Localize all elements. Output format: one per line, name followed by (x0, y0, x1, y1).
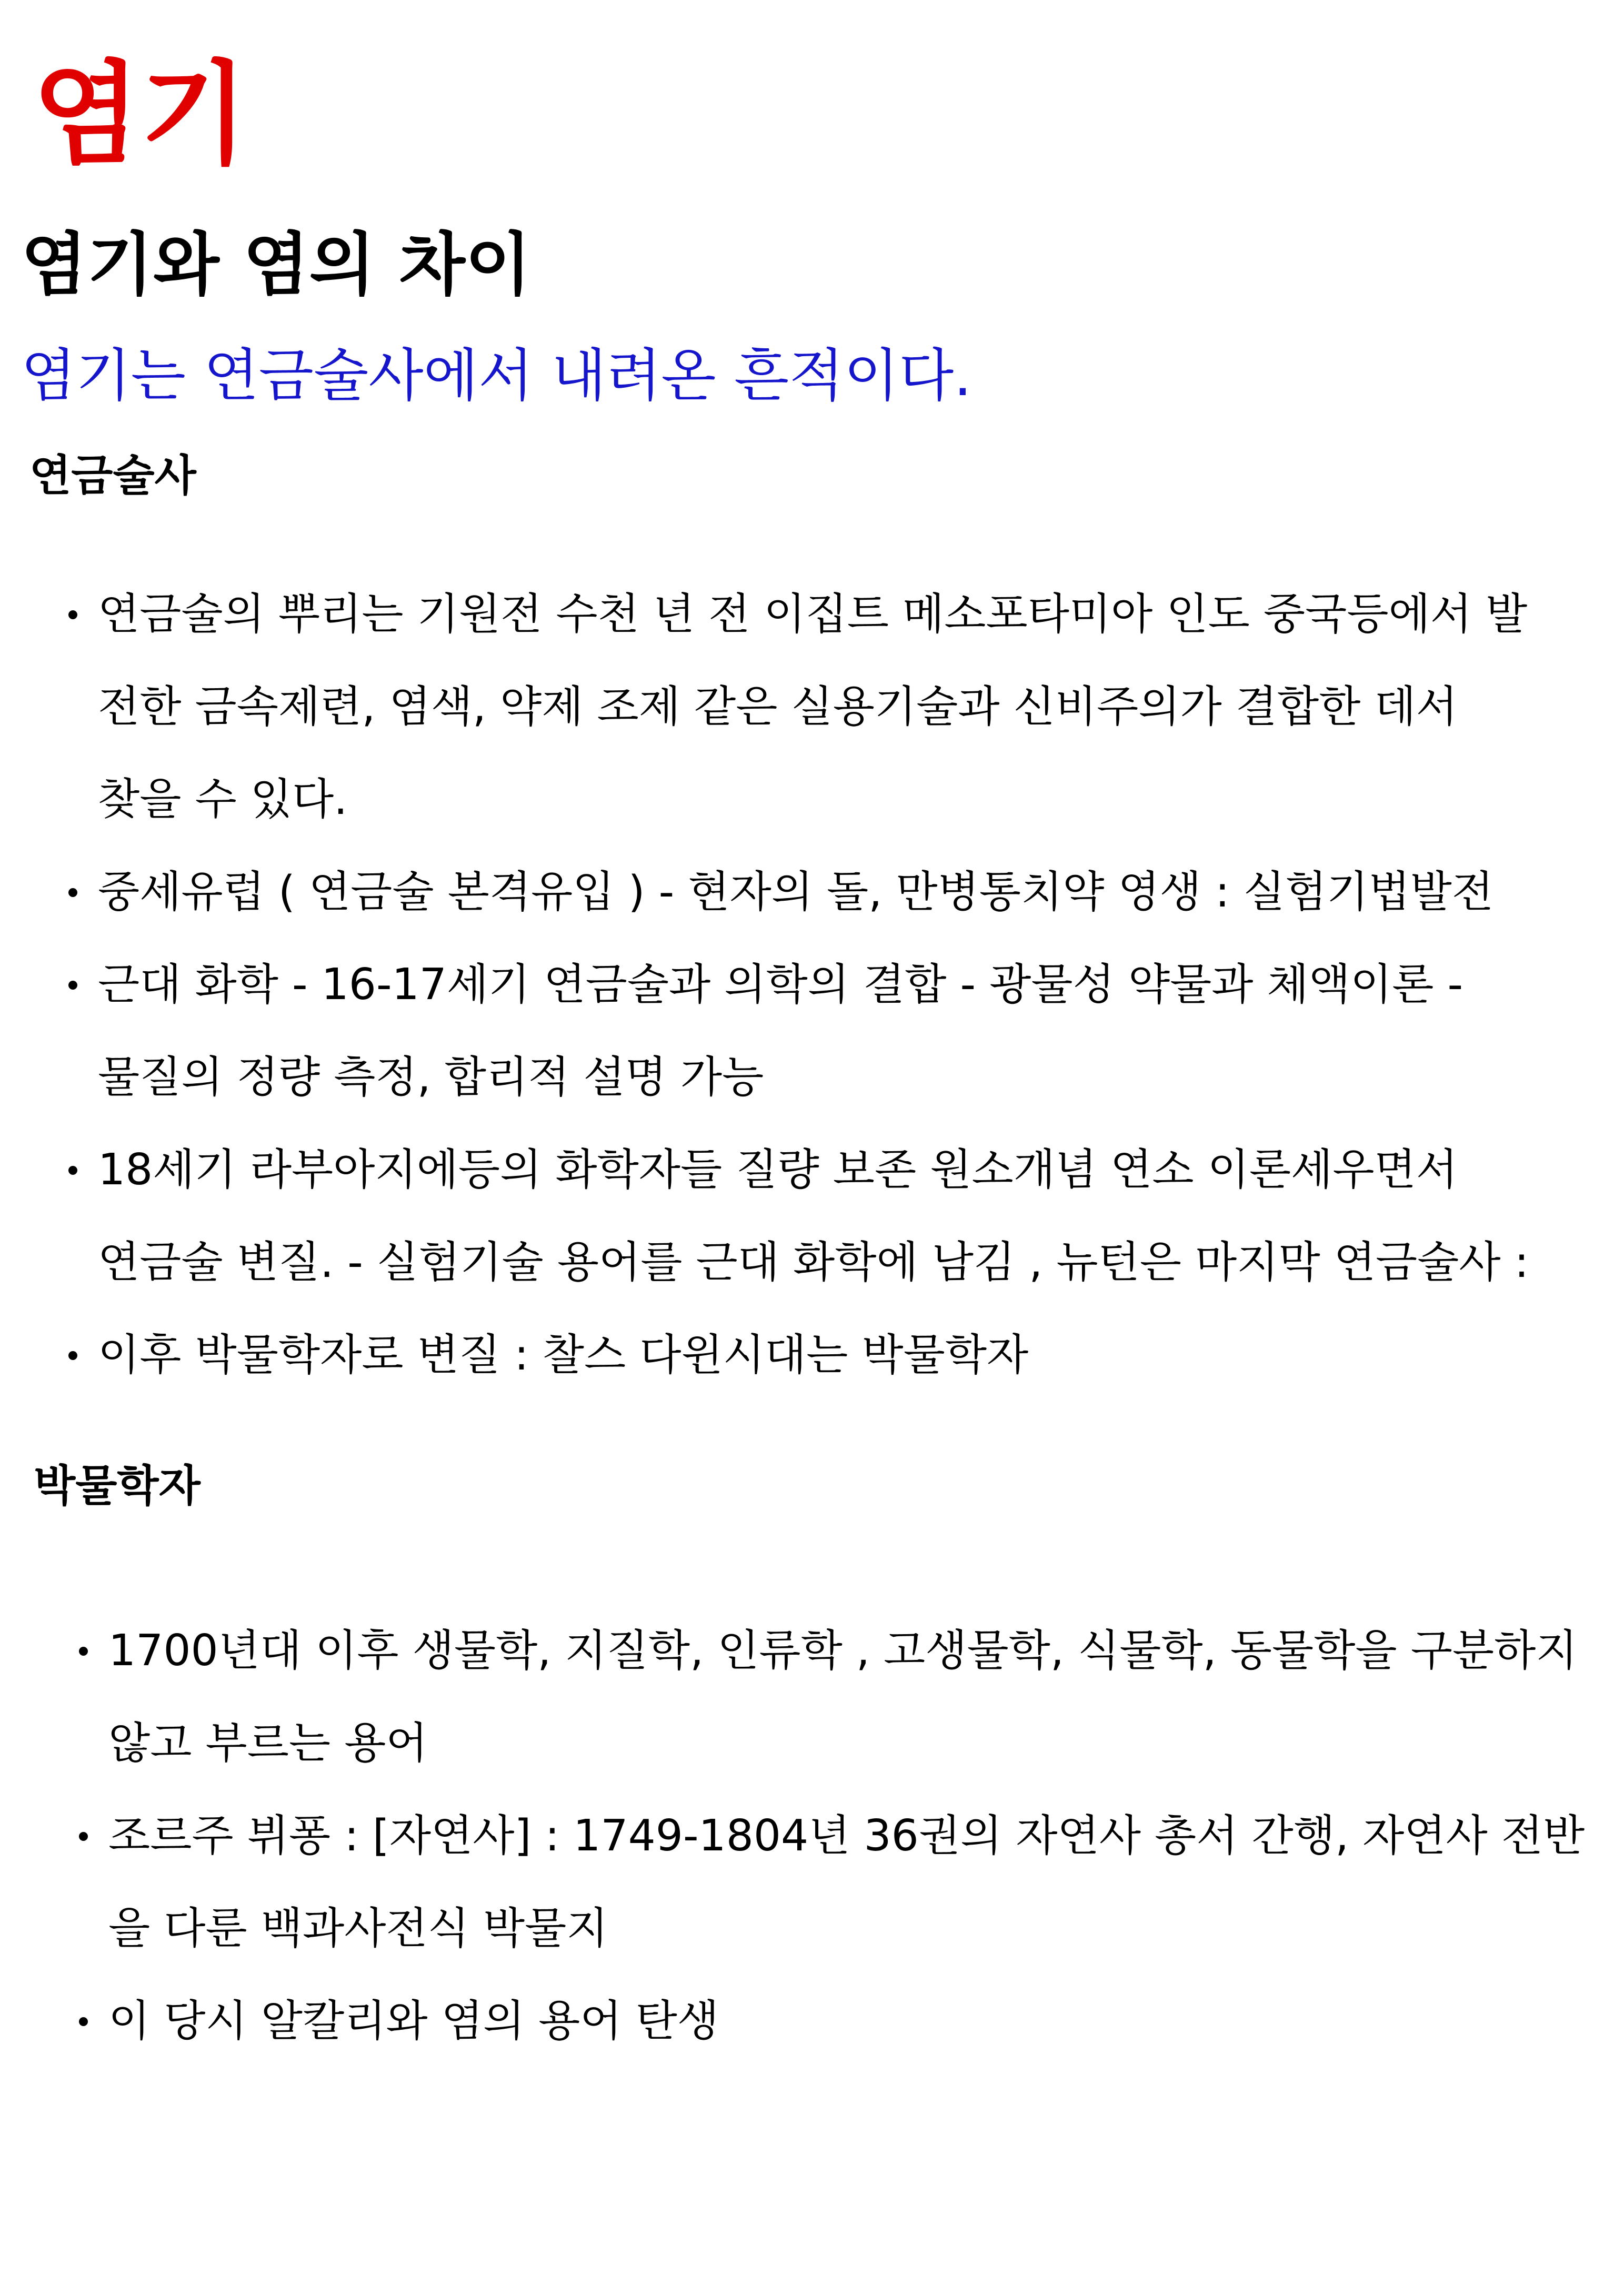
list-item-text (108, 1975, 1605, 2068)
list-item-line: 조르주 뷔퐁 : [자연사] : 1749-1804년 36권의 자연사 총서 간행, 자연사 전반 (108, 1811, 1585, 1861)
list-item-text (98, 1309, 1605, 1402)
section-heading-alchemist: 연금술사 (29, 451, 196, 501)
list-item (79, 1790, 1605, 1975)
list-item-text (98, 568, 1605, 846)
list-item-line: 연금술 변질. - 실험기술 용어를 근대 화학에 남김 , 뉴턴은 마지막 연금술사 : (98, 1237, 1529, 1287)
list-item-line: 18세기 라부아지에등의 화학자들 질량 보존 원소개념 연소 이론세우면서 (98, 1145, 1458, 1195)
list-item-text (98, 939, 1605, 1124)
list-item-line: 이 당시 알칼리와 염의 용어 탄생 (108, 1996, 719, 2046)
list-item-line: 을 다룬 백과사전식 박물지 (108, 1904, 608, 1953)
bullet-icon (79, 2017, 88, 2026)
list-item-text (98, 1124, 1605, 1309)
bullet-icon (79, 1647, 88, 1656)
lead-sentence: 염기는 연금술사에서 내려온 흔적이다. (21, 343, 972, 409)
list-item-line: 물질의 정량 측정, 합리적 설명 가능 (98, 1052, 764, 1102)
list-item-line: 근대 화학 - 16-17세기 연금술과 의학의 결합 - 광물성 약물과 체액이론 - (98, 960, 1463, 1010)
page-title: 염기 (33, 49, 248, 179)
list-item (68, 568, 1605, 846)
bullet-icon (79, 1832, 88, 1841)
list-item-line: 1700년대 이후 생물학, 지질학, 인류학 , 고생물학, 식물학, 동물학을 구분하지 (108, 1626, 1578, 1676)
list-item-line: 중세유럽 ( 연금술 본격유입 ) - 현자의 돌, 만병통치약 영생 : 실험기법발전 (98, 867, 1493, 917)
naturalist-bullet-list (79, 1605, 1605, 2068)
bullet-icon (68, 981, 77, 990)
list-item-line: 전한 금속제련, 염색, 약제 조제 같은 실용기술과 신비주의가 결합한 데서 (98, 682, 1458, 732)
list-item-line: 연금술의 뿌리는 기원전 수천 년 전 이집트 메소포타미아 인도 중국등에서 발 (98, 589, 1528, 639)
bullet-icon (68, 1351, 77, 1360)
list-item-text (108, 1790, 1605, 1975)
list-item (79, 1975, 1605, 2068)
list-item-line: 이후 박물학자로 변질 : 찰스 다윈시대는 박물학자 (98, 1330, 1029, 1380)
list-item-text (98, 846, 1605, 939)
list-item (68, 846, 1605, 939)
bullet-icon (68, 888, 77, 897)
list-item (68, 1309, 1605, 1402)
bullet-icon (68, 610, 77, 619)
list-item (79, 1605, 1605, 1790)
bullet-icon (68, 1166, 77, 1175)
page-subtitle: 염기와 염의 차이 (21, 225, 532, 305)
list-item (68, 939, 1605, 1124)
list-item (68, 1124, 1605, 1309)
list-item-line: 않고 부르는 용어 (108, 1718, 428, 1768)
alchemist-bullet-list (68, 568, 1605, 1402)
section-heading-naturalist: 박물학자 (34, 1461, 201, 1511)
list-item-text (108, 1605, 1605, 1790)
list-item-line: 찾을 수 있다. (98, 774, 348, 824)
